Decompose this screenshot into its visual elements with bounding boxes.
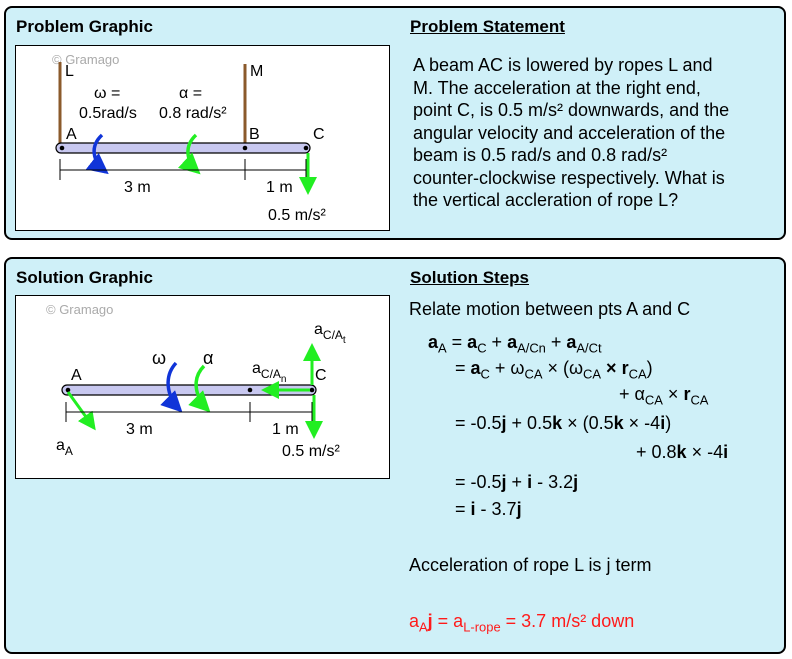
- solution-graphic-heading: Solution Graphic: [16, 268, 153, 287]
- problem-statement-heading: Problem Statement: [410, 17, 565, 36]
- point-C-label: C: [313, 126, 325, 143]
- equation-line-1: $a_A = a_C + a_{A/Cn} + a_{A/Ct}$: [428, 332, 602, 356]
- pin-B: [243, 146, 248, 151]
- problem-panel: [4, 6, 786, 240]
- point-B-label: B: [249, 126, 260, 143]
- pin-B: [248, 388, 253, 393]
- pin-C: [304, 146, 309, 151]
- equation-line-7: = i - 3.7j: [455, 499, 522, 519]
- statement-line: M. The acceleration at the right end,: [413, 77, 701, 98]
- alpha-label: α: [203, 348, 214, 368]
- statement-line: angular velocity and acceleration of the: [413, 122, 726, 143]
- pin-A: [60, 146, 65, 151]
- dim-AB-label: 3 m: [124, 179, 151, 196]
- solution-intro: Relate motion between pts A and C: [409, 299, 691, 319]
- solution-diagram: [16, 296, 389, 478]
- solution-graphic: [15, 295, 390, 479]
- pin-A: [66, 388, 71, 393]
- accel-C-label: 0.5 m/s²: [282, 443, 340, 460]
- equation-line-5: + 0.8k × -4i: [636, 442, 729, 462]
- statement-line: counter-clockwise respectively. What is: [413, 167, 725, 188]
- equation-line-3: + $\alpha_{CA} \times r_{CA}$: [619, 384, 709, 408]
- a-A-label: $a_A$: [56, 437, 73, 458]
- omega-label: ω: [152, 348, 167, 368]
- equation-line-4: = -0.5j + 0.5k × (0.5k × -4i): [455, 413, 672, 433]
- conclusion-text: Acceleration of rope L is j term: [409, 555, 652, 575]
- problem-graphic-heading: Problem Graphic: [16, 17, 153, 36]
- alpha-value: 0.8 rad/s²: [159, 105, 227, 122]
- point-A-label: A: [71, 367, 82, 384]
- alpha-symbol: α =: [179, 85, 203, 102]
- problem-graphic: [15, 45, 390, 231]
- omega-value: 0.5rad/s: [79, 105, 137, 122]
- a-CAn-label: $a_{C/An}$: [252, 360, 287, 385]
- dim-AB-label: 3 m: [126, 421, 153, 438]
- point-C-label: C: [315, 367, 327, 384]
- omega-symbol: ω =: [94, 85, 121, 102]
- watermark: © Gramago: [46, 302, 114, 317]
- problem-diagram: [16, 46, 389, 230]
- watermark: © Gramago: [52, 52, 120, 67]
- pin-C: [310, 388, 315, 393]
- rope-L-label: L: [65, 63, 74, 80]
- statement-line: beam is 0.5 rad/s and 0.8 rad/s²: [413, 145, 668, 165]
- dim-BC-label: 1 m: [266, 179, 293, 196]
- result-value: 3.7 m/s² down: [521, 611, 635, 631]
- problem-statement: [413, 54, 729, 212]
- equation-line-2: = $a_C + \omega_{CA} \times (\omega_{CA} \times r_{CA})$: [455, 358, 653, 382]
- solution-panel: [4, 257, 786, 654]
- a-CAt-label: $a_{C/At}$: [314, 321, 346, 346]
- point-A-label: A: [66, 126, 77, 143]
- a-A-arrow: [68, 392, 94, 428]
- statement-line: A beam AC is lowered by ropes L and: [413, 55, 713, 75]
- rope-M-label: M: [250, 63, 264, 80]
- equation-line-6: = -0.5j + i - 3.2j: [455, 472, 579, 492]
- statement-line: point C, is 0.5 m/s² downwards, and the: [413, 100, 730, 120]
- result-text: $a_Aj = a_{L-rope} = 3.7$ m/s² down: [409, 611, 635, 635]
- statement-line: the vertical accleration of rope L?: [413, 190, 679, 210]
- accel-C-label: 0.5 m/s²: [268, 207, 326, 224]
- solution-steps-heading: Solution Steps: [410, 268, 529, 287]
- dim-BC-label: 1 m: [272, 421, 299, 438]
